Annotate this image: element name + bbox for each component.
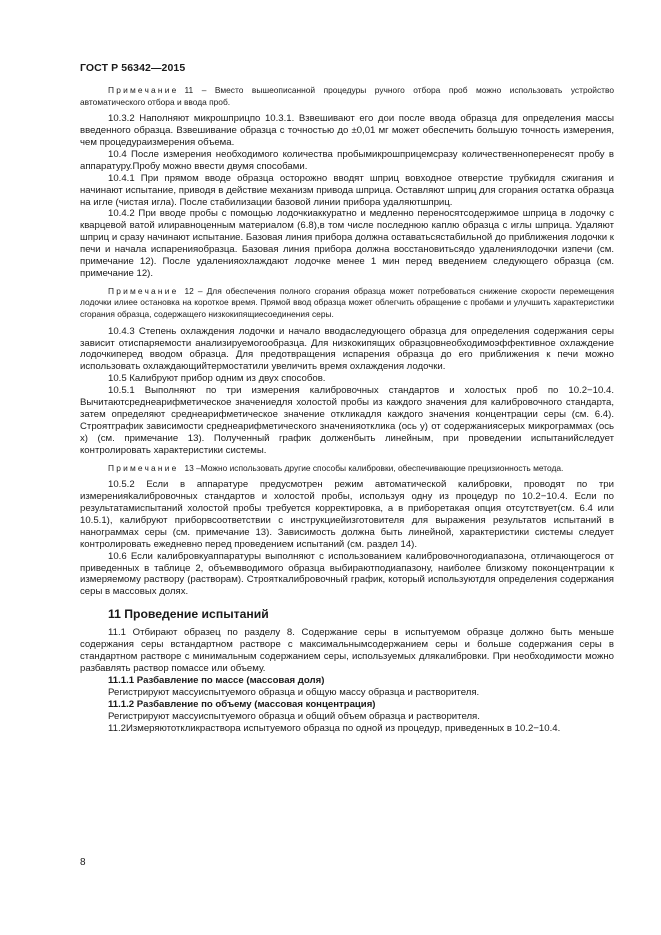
subheading-11-1-1: 11.1.1 Разбавление по массе (массовая доля) [108, 674, 325, 686]
note-label: Примечание [108, 85, 179, 95]
document-page [80, 62, 614, 734]
paragraph-10-6: 10.6 Если калибровкуаппаратуры выполняют с использованием калибровочногодиапазона, отличающегося от приведенных в таблице 2, объемвводимого образца выбираютподиапазону, наиболее близкому поконцентрации к измеряемому раствору (растворам). Строяткалибровочный график, который используютдля определения содержания серы в массовых долях. [80, 550, 614, 598]
note-label: Примечание [108, 285, 179, 296]
paragraph-10-3-2: 10.3.2 Наполняют микрошприцпо 10.3.1. Взвешивают его дои после ввода образца для определения массы введенного образца. Взвешивание образца с точностью до ±0,01 мг может обеспечить большую точность измерения, чем процедураизмерения объема. [80, 113, 614, 148]
note-12 [80, 286, 614, 321]
paragraph-10-4-1: 10.4.1 При прямом вводе образца осторожно вводят шприц вовходное отверстие трубкидля сжигания и начинают испытание, приводя в действие механизм привода шприца. Оставляют шприц для сгорания остатка образца на игле (чистая игла). После стабилизации базовой линии прибора удаляютшприц. [80, 172, 614, 208]
paragraph-11-1: 11.1 Отбирают образец по разделу 8. Содержание серы в испытуемом образце должно быть меньше содержания серы встандартном растворе с максимальнымсодержанием серы и больше содержания серы в стандартном растворе с минимальным содержанием серы, используемых длякалибровки. При необходимости можно разбавлять раствор помассе или объему. [80, 627, 614, 674]
paragraph-10-5-1: 10.5.1 Выполняют по три измерения калибровочных стандартов и холостых проб по 10.2−10.4. Вычитаютсреднеарифметическое значениедля холостой пробы из каждого значения для калибровочного стандарта, затем определяют среднеарифметическое значение откликадля каждого значения концентрации серы (см. 6.4). Строятграфик зависимости среднеарифметического значенияотклика (ось y) от содержаниясерых микрограммах (ось x) (см. примечание 13). Полученный график долженбыть линейным, при проведении испытанийследует контролировать характеристики системы. [80, 385, 614, 456]
note-11 [80, 85, 614, 108]
paragraph-10-4: 10.4 После измерения необходимого количества пробымикрошприцемсразу количественноперенесят пробу в аппаратуру.Пробу можно ввести двумя способами. [80, 148, 614, 172]
standard-header: ГОСТ Р 56342—2015 [80, 62, 186, 74]
paragraph-10-5-2: 10.5.2 Если в аппаратуре предусмотрен режим автоматической калибровки, проводят по три измеренияkалибровочных стандартов и холостой пробы, используя одну из процедур по 10.2−10.4. Если по результатамиспытаний холостой пробы требуется корректировка, а в приборетакая опция отсутствует(см. 6.4 или 10.5.1), калибруют приборвсоответствии с инструкциейизготовителя для выражения результатов испытаний в нанограммах серы (см. примечание 13). Зависимость должна быть линейной, характеристики системы следует контролировать ежедневно перед проведением испытаний (см. раздел 14). [80, 479, 614, 550]
paragraph-mass-registration: Регистрируют массуиспытуемого образца и общую массу образца и растворителя. [108, 686, 480, 698]
note-text: 12 – Для обеспечения полного сгорания образца может потребоваться снижение скорости перемещения лодочки илиее остановка на короткое время. Прямой ввод образца может облегчить обращение с пробами и улучшить характеристики сгорания образца, содержащего низкокипящиесоединения серы. [80, 285, 614, 320]
paragraph-10-4-2: 10.4.2 При вводе пробы с помощью лодочкиаккуратно и медленно переносятсодержимое шприца в лодочку с кварцевой ватой илиравноценным материалом (6.8),в том числе последнюю каплю образца с иглы шприца. Удаляют шприц и сразу начинают испытание. Базовая линия прибора должна оставатьсястабильной до приближения лодочки к печи и начала испаренияобразца. Базовая линия прибора должна восстановитьсядо удалениялодочки изпечи (см. примечание 12). После удаленияохлаждают лодочке менее 1 мин перед введением следующего образца (см. примечание 12). [80, 208, 614, 279]
page-number: 8 [80, 857, 86, 868]
paragraph-10-4-3: 10.4.3 Степень охлаждения лодочки и начало вводаследующего образца для определения содержания серы зависит отиспаряемости анализируемогообразца. Для низкокипящих образцовнеобходимоэффективное охлаждение лодочкиперед вводом образца. Для предотвращения испарения образца до его приближения к печи можно использовать охлаждающийтермостатили увеличить время охлаждения лодочки. [80, 325, 614, 373]
paragraph-11-2: 11.2Измеряютоткликраствора испытуемого образца по одной из процедур, приведенных в 10.2−10.4. [108, 722, 561, 734]
note-text: 11 – Вместо вышеописанной процедуры ручного отбора проб можно использовать устройство автоматического отбора и ввода проб. [80, 85, 614, 107]
paragraph-volume-registration: Регистрируют массуиспытуемого образца и общий объем образца и растворителя. [108, 710, 480, 722]
section-heading-11: 11 Проведение испытаний [108, 607, 269, 622]
paragraph-10-5: 10.5 Калибруют прибор одним из двух способов. [108, 373, 326, 385]
note-label: Примечание [108, 462, 179, 473]
note-13 [80, 463, 614, 475]
subheading-11-1-2: 11.1.2 Разбавление по объему (массовая концентрация) [108, 698, 376, 710]
note-text: 13 –Можно использовать другие способы калибровки, обеспечивающие прецизионность метода. [184, 462, 564, 473]
